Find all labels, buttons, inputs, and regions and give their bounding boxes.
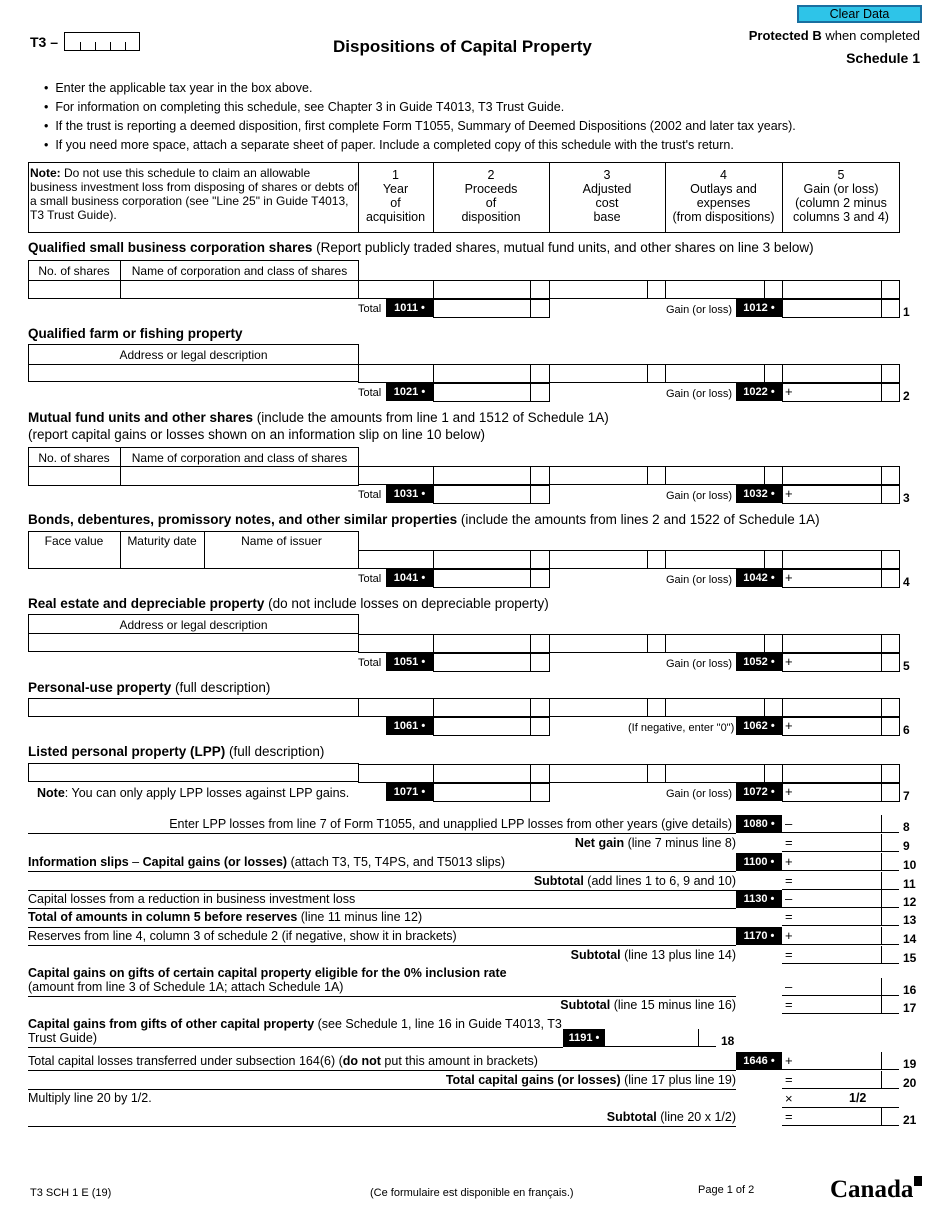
amount-input[interactable] xyxy=(782,996,881,1014)
amount-input[interactable] xyxy=(782,946,881,964)
line-number: 12 xyxy=(903,895,917,909)
amount-input[interactable] xyxy=(782,908,881,926)
amount-input[interactable] xyxy=(782,1052,881,1070)
corp-name-input[interactable] xyxy=(121,281,358,298)
line-12-label: Capital losses from a reduction in business investment loss xyxy=(28,892,356,906)
operator-sign: = xyxy=(785,997,793,1012)
total-proceeds-cents[interactable] xyxy=(530,717,550,736)
acb-cents[interactable] xyxy=(647,698,666,717)
operator-sign: = xyxy=(785,909,793,924)
cents-input[interactable] xyxy=(882,927,899,945)
address-input[interactable] xyxy=(29,365,358,381)
field-code: 1080 • xyxy=(736,815,782,833)
total-proceeds[interactable] xyxy=(433,299,531,318)
gain-label: Gain (or loss) xyxy=(666,658,733,670)
cents-input[interactable] xyxy=(882,1052,899,1070)
col1-header: 1 Year of acquisition xyxy=(365,168,426,224)
total-proceeds[interactable] xyxy=(433,783,531,802)
col-maturity-date: Maturity date xyxy=(127,534,197,548)
total-label: Total xyxy=(358,657,382,669)
line-20-label: Total capital gains (or losses) (line 17 plus line 19) xyxy=(445,1073,736,1087)
col-address: Address or legal description xyxy=(119,618,268,632)
line-number: 9 xyxy=(903,839,910,853)
outlays-cents[interactable] xyxy=(764,634,783,653)
gain-cents[interactable] xyxy=(881,280,900,299)
proceeds-cents[interactable] xyxy=(530,634,550,653)
line-number: 1 xyxy=(903,305,910,319)
operator-sign: + xyxy=(785,1053,793,1068)
gain-cents[interactable] xyxy=(881,764,900,783)
operator-sign: = xyxy=(785,1109,793,1124)
clear-data-button[interactable]: Clear Data xyxy=(797,5,922,23)
line-number: 6 xyxy=(903,723,910,737)
operator-sign: = xyxy=(785,835,793,850)
page-number: Page 1 of 2 xyxy=(698,1184,755,1196)
col-no-shares: No. of shares xyxy=(38,451,110,465)
line-number: 2 xyxy=(903,389,910,403)
col-corp-name: Name of corporation and class of shares xyxy=(131,264,348,278)
acb-input[interactable] xyxy=(549,466,648,485)
tax-year-input[interactable] xyxy=(64,32,140,51)
gain-input[interactable] xyxy=(782,634,882,653)
t3-prefix: T3 – xyxy=(30,34,59,50)
corp-name-input[interactable] xyxy=(121,467,358,485)
field-code: 1011 • xyxy=(386,299,433,317)
amount-input[interactable] xyxy=(605,1029,698,1047)
field-code: 1061 • xyxy=(386,717,433,735)
gain-total-input[interactable] xyxy=(782,783,882,802)
shares-input[interactable] xyxy=(29,281,119,298)
outlays-input[interactable] xyxy=(665,764,765,783)
cents-input[interactable] xyxy=(882,853,899,871)
outlays-input[interactable] xyxy=(665,550,765,569)
amount-input[interactable] xyxy=(782,834,881,852)
line-11-label: Subtotal (add lines 1 to 6, 9 and 10) xyxy=(533,874,736,888)
line-number: 11 xyxy=(903,877,916,891)
line-number: 20 xyxy=(903,1076,917,1090)
total-label: Total xyxy=(358,303,382,315)
line-8-label: Enter LPP losses from line 7 of Form T1055, and unapplied LPP losses from other years (give details) xyxy=(169,817,732,831)
field-code: 1051 • xyxy=(386,653,433,671)
instruction-item: • If the trust is reporting a deemed disposition, first complete Form T1055, Summary of Deemed Dispositions (2002 and later tax years). xyxy=(44,119,796,133)
plus-sign: + xyxy=(785,718,793,733)
instruction-item: • If you need more space, attach a separate sheet of paper. Include a completed copy of this schedule with the trust's return. xyxy=(44,138,734,152)
flag-icon xyxy=(914,1176,922,1186)
proceeds-cents[interactable] xyxy=(530,550,550,569)
lpp-note: Note: You can only apply LPP losses against LPP gains. xyxy=(37,786,350,800)
line-number: 5 xyxy=(903,659,910,673)
cents-input[interactable] xyxy=(882,978,899,996)
line-number: 15 xyxy=(903,951,917,965)
gain-cents[interactable] xyxy=(881,698,900,717)
form-title: Dispositions of Capital Property xyxy=(333,37,592,56)
outlays-cents[interactable] xyxy=(764,764,783,783)
total-proceeds-cents[interactable] xyxy=(530,485,550,504)
line-16-sublabel: (amount from line 3 of Schedule 1A; attach Schedule 1A) xyxy=(28,980,344,994)
divider xyxy=(549,653,550,672)
french-note: (Ce formulaire est disponible en français.) xyxy=(370,1187,574,1199)
gain-input[interactable] xyxy=(782,550,882,569)
field-code: 1052 • xyxy=(736,653,782,671)
total-label: Total xyxy=(358,489,382,501)
divider xyxy=(549,485,550,504)
line-13-label: Total of amounts in column 5 before reserves (line 11 minus line 12) xyxy=(28,910,423,924)
address-input[interactable] xyxy=(29,634,358,651)
form-id: T3 SCH 1 E (19) xyxy=(30,1187,112,1199)
total-proceeds-cents[interactable] xyxy=(530,569,550,588)
cents-input[interactable] xyxy=(882,872,899,890)
line-number: 19 xyxy=(903,1057,917,1071)
year-input[interactable] xyxy=(358,764,434,783)
col-issuer: Name of issuer xyxy=(241,534,322,548)
operator-sign: – xyxy=(785,891,793,906)
field-code: 1062 • xyxy=(736,717,782,735)
canada-wordmark: Canada xyxy=(830,1176,922,1204)
section-title: Qualified small business corporation shares (Report publicly traded shares, mutual fund units, and other shares on line 3 below) xyxy=(28,240,814,255)
operator-sign: = xyxy=(785,947,793,962)
section-title: Personal-use property (full description) xyxy=(28,680,271,695)
field-code: 1191 • xyxy=(563,1029,605,1047)
proceeds-cents[interactable] xyxy=(530,466,550,485)
acb-input[interactable] xyxy=(549,634,648,653)
total-proceeds-cents[interactable] xyxy=(530,653,550,672)
divider xyxy=(549,299,550,318)
schedule-label: Schedule 1 xyxy=(846,50,920,66)
line-number: 17 xyxy=(903,1001,917,1015)
outlays-input[interactable] xyxy=(665,466,765,485)
operator-sign: – xyxy=(785,816,793,831)
gain-label: Gain (or loss) xyxy=(666,388,733,400)
acb-input[interactable] xyxy=(549,550,648,569)
section-title: Qualified farm or fishing property xyxy=(28,326,243,341)
plus-sign: + xyxy=(785,570,793,585)
field-code: 1042 • xyxy=(736,569,782,587)
acb-cents[interactable] xyxy=(647,280,666,299)
year-input[interactable] xyxy=(358,466,434,485)
gain-label: Gain (or loss) xyxy=(666,788,733,800)
line-9-label: Net gain (line 7 minus line 8) xyxy=(574,836,736,850)
line-number: 14 xyxy=(903,932,917,946)
outlays-cents[interactable] xyxy=(764,698,783,717)
proceeds-cents[interactable] xyxy=(530,280,550,299)
field-code: 1130 • xyxy=(736,890,782,908)
times-sign: × xyxy=(785,1091,793,1106)
plus-sign: + xyxy=(785,654,793,669)
total-proceeds[interactable] xyxy=(433,569,531,588)
col2-header: 2 Proceeds of disposition xyxy=(461,168,521,224)
cents-input[interactable] xyxy=(882,946,899,964)
field-code: 1071 • xyxy=(386,783,433,801)
amount-input[interactable] xyxy=(782,927,881,945)
cents-input[interactable] xyxy=(882,1071,899,1089)
acb-cents[interactable] xyxy=(647,764,666,783)
line-number: 10 xyxy=(903,858,917,872)
gain-input[interactable] xyxy=(782,280,882,299)
outlays-cents[interactable] xyxy=(764,364,783,383)
note-text: Note: Do not use this schedule to claim an allowable business investment loss from disposing of shares or debts of a small business corporation (see "Line 25" in Guide T4013, T3 Trust Guide). xyxy=(30,166,358,222)
gain-cents[interactable] xyxy=(881,550,900,569)
gain-total-cents[interactable] xyxy=(881,485,900,504)
field-code: 1170 • xyxy=(736,927,782,945)
acb-cents[interactable] xyxy=(647,550,666,569)
cents-input[interactable] xyxy=(882,834,899,852)
year-input[interactable] xyxy=(358,634,434,653)
instruction-item: • For information on completing this schedule, see Chapter 3 in Guide T4013, T3 Trust Guide. xyxy=(44,100,565,114)
gain-input[interactable] xyxy=(782,764,882,783)
field-code: 1021 • xyxy=(386,383,433,401)
outlays-cents[interactable] xyxy=(764,280,783,299)
gain-cents[interactable] xyxy=(881,634,900,653)
outlays-input[interactable] xyxy=(665,634,765,653)
outlays-input[interactable] xyxy=(665,280,765,299)
gain-total-cents[interactable] xyxy=(881,383,900,402)
proceeds-cents[interactable] xyxy=(530,764,550,783)
proceeds-cents[interactable] xyxy=(530,698,550,717)
gain-label: Gain (or loss) xyxy=(666,304,733,316)
plus-sign: + xyxy=(785,486,793,501)
field-code: 1072 • xyxy=(736,783,782,801)
cents-input[interactable] xyxy=(882,890,899,908)
total-proceeds-cents[interactable] xyxy=(530,299,550,318)
divider xyxy=(549,569,550,588)
line-21-label: Subtotal (line 20 x 1/2) xyxy=(606,1110,736,1124)
field-code: 1031 • xyxy=(386,485,433,503)
line-17-label: Subtotal (line 15 minus line 16) xyxy=(560,998,736,1012)
line-number: 16 xyxy=(903,983,917,997)
line-19-label: Total capital losses transferred under subsection 164(6) (do not put this amount in brackets) xyxy=(28,1054,538,1068)
year-input[interactable] xyxy=(358,698,434,717)
line-number: 7 xyxy=(903,789,910,803)
acb-input[interactable] xyxy=(549,364,648,383)
gain-total-cents[interactable] xyxy=(881,783,900,802)
operator-sign: = xyxy=(785,873,793,888)
col5-header: 5 Gain (or loss) (column 2 minus columns 3 and 4) xyxy=(793,168,889,224)
gain-total-input[interactable] xyxy=(782,717,882,736)
amount-input[interactable] xyxy=(782,978,881,996)
gain-input[interactable] xyxy=(782,698,882,717)
line-number: 3 xyxy=(903,491,910,505)
year-input[interactable] xyxy=(358,364,434,383)
proceeds-input[interactable] xyxy=(433,550,531,569)
total-label: Total xyxy=(358,573,382,585)
gain-total-input[interactable] xyxy=(782,569,882,588)
proceeds-input[interactable] xyxy=(433,698,531,717)
protected-b-label: Protected B when completed xyxy=(748,28,920,43)
gain-input[interactable] xyxy=(782,364,882,383)
personal-use-input[interactable] xyxy=(28,698,359,717)
proceeds-input[interactable] xyxy=(433,466,531,485)
proceeds-input[interactable] xyxy=(433,280,531,299)
gain-total-input[interactable] xyxy=(782,299,882,318)
col-corp-name: Name of corporation and class of shares xyxy=(131,451,348,465)
cents-input[interactable] xyxy=(882,1108,899,1126)
gain-total-cents[interactable] xyxy=(881,653,900,672)
cents-input[interactable] xyxy=(699,1029,716,1047)
col-no-shares: No. of shares xyxy=(38,264,110,278)
instructions-list xyxy=(44,79,796,155)
section-title: Mutual fund units and other shares (include the amounts from line 1 and 1512 of Schedule 1A) xyxy=(28,410,609,425)
col3-header: 3 Adjusted cost base xyxy=(582,168,632,224)
operator-sign: + xyxy=(785,854,793,869)
section-subtitle: (report capital gains or losses shown on an information slip on line 10 below) xyxy=(28,427,485,442)
half-factor: 1/2 xyxy=(849,1091,867,1105)
total-proceeds[interactable] xyxy=(433,653,531,672)
outlays-cents[interactable] xyxy=(764,466,783,485)
line-16-label: Capital gains on gifts of certain capital property eligible for the 0% inclusion rate xyxy=(28,966,507,980)
line-15-label: Subtotal (line 13 plus line 14) xyxy=(570,948,736,962)
col4-header: 4 Outlays and expenses (from dispositions) xyxy=(672,168,775,224)
col-face-value: Face value xyxy=(44,534,104,548)
line-18-sublabel: Trust Guide) xyxy=(28,1031,98,1045)
year-input[interactable] xyxy=(358,550,434,569)
operator-sign: + xyxy=(785,928,793,943)
plus-sign: + xyxy=(785,384,793,399)
field-code: 1646 • xyxy=(736,1052,782,1070)
instruction-item: • Enter the applicable tax year in the box above. xyxy=(44,81,313,95)
multiply-label: Multiply line 20 by 1/2. xyxy=(28,1091,152,1105)
proceeds-cents[interactable] xyxy=(530,364,550,383)
acb-cents[interactable] xyxy=(647,466,666,485)
shares-input[interactable] xyxy=(29,467,119,485)
field-code: 1032 • xyxy=(736,485,782,503)
amount-input[interactable] xyxy=(782,815,881,833)
gain-total-input[interactable] xyxy=(782,653,882,672)
cents-input[interactable] xyxy=(882,815,899,833)
cents-input[interactable] xyxy=(882,996,899,1014)
divider xyxy=(549,383,550,402)
total-proceeds[interactable] xyxy=(433,383,531,402)
year-input[interactable] xyxy=(358,280,434,299)
acb-input[interactable] xyxy=(549,764,648,783)
operator-sign: – xyxy=(785,979,793,994)
acb-cents[interactable] xyxy=(647,364,666,383)
gain-total-input[interactable] xyxy=(782,383,882,402)
line-18-label: Capital gains from gifts of other capital property (see Schedule 1, line 16 in Guide T4013, T3 xyxy=(28,1017,562,1031)
gain-cents[interactable] xyxy=(881,466,900,485)
line-number: 4 xyxy=(903,575,910,589)
amount-input[interactable] xyxy=(782,872,881,890)
col-address: Address or legal description xyxy=(119,348,268,362)
total-proceeds-cents[interactable] xyxy=(530,383,550,402)
acb-cents[interactable] xyxy=(647,634,666,653)
line-14-label: Reserves from line 4, column 3 of schedule 2 (if negative, show it in brackets) xyxy=(28,929,457,943)
line-10-label: Information slips – Capital gains (or losses) (attach T3, T5, T4PS, and T5013 slips) xyxy=(28,855,506,869)
gain-total-cents[interactable] xyxy=(881,717,900,736)
divider xyxy=(549,783,550,802)
gain-input[interactable] xyxy=(782,466,882,485)
cents-input[interactable] xyxy=(882,908,899,926)
line-number: 18 xyxy=(721,1034,735,1048)
lpp-input[interactable] xyxy=(28,763,359,782)
total-proceeds[interactable] xyxy=(433,717,531,736)
proceeds-input[interactable] xyxy=(433,364,531,383)
section-title: Listed personal property (LPP) (full description) xyxy=(28,744,325,759)
gain-total-input[interactable] xyxy=(782,485,882,504)
amount-input[interactable] xyxy=(782,1108,881,1126)
amount-input[interactable] xyxy=(782,890,881,908)
amount-input[interactable] xyxy=(782,853,881,871)
total-label: Total xyxy=(358,387,382,399)
operator-sign: = xyxy=(785,1072,793,1087)
acb-input[interactable] xyxy=(549,698,648,717)
gain-cents[interactable] xyxy=(881,364,900,383)
line-number: 8 xyxy=(903,820,910,834)
total-proceeds[interactable] xyxy=(433,485,531,504)
outlays-input[interactable] xyxy=(665,698,765,717)
field-code: 1100 • xyxy=(736,853,782,871)
outlays-cents[interactable] xyxy=(764,550,783,569)
divider xyxy=(549,717,550,736)
gain-total-cents[interactable] xyxy=(881,299,900,318)
gain-label: (If negative, enter "0") xyxy=(628,722,735,734)
acb-input[interactable] xyxy=(549,280,648,299)
amount-input[interactable] xyxy=(782,1071,881,1089)
line-number: 21 xyxy=(903,1113,917,1127)
proceeds-input[interactable] xyxy=(433,634,531,653)
field-code: 1041 • xyxy=(386,569,433,587)
gain-label: Gain (or loss) xyxy=(666,490,733,502)
total-proceeds-cents[interactable] xyxy=(530,783,550,802)
section-title: Bonds, debentures, promissory notes, and other similar properties (include the amounts from lines 2 and 1522 of Schedule 1A) xyxy=(28,512,820,527)
line-number: 13 xyxy=(903,913,917,927)
gain-total-cents[interactable] xyxy=(881,569,900,588)
field-code: 1012 • xyxy=(736,299,782,317)
proceeds-input[interactable] xyxy=(433,764,531,783)
section-title: Real estate and depreciable property (do not include losses on depreciable property) xyxy=(28,596,549,611)
plus-sign: + xyxy=(785,784,793,799)
outlays-input[interactable] xyxy=(665,364,765,383)
field-code: 1022 • xyxy=(736,383,782,401)
gain-label: Gain (or loss) xyxy=(666,574,733,586)
